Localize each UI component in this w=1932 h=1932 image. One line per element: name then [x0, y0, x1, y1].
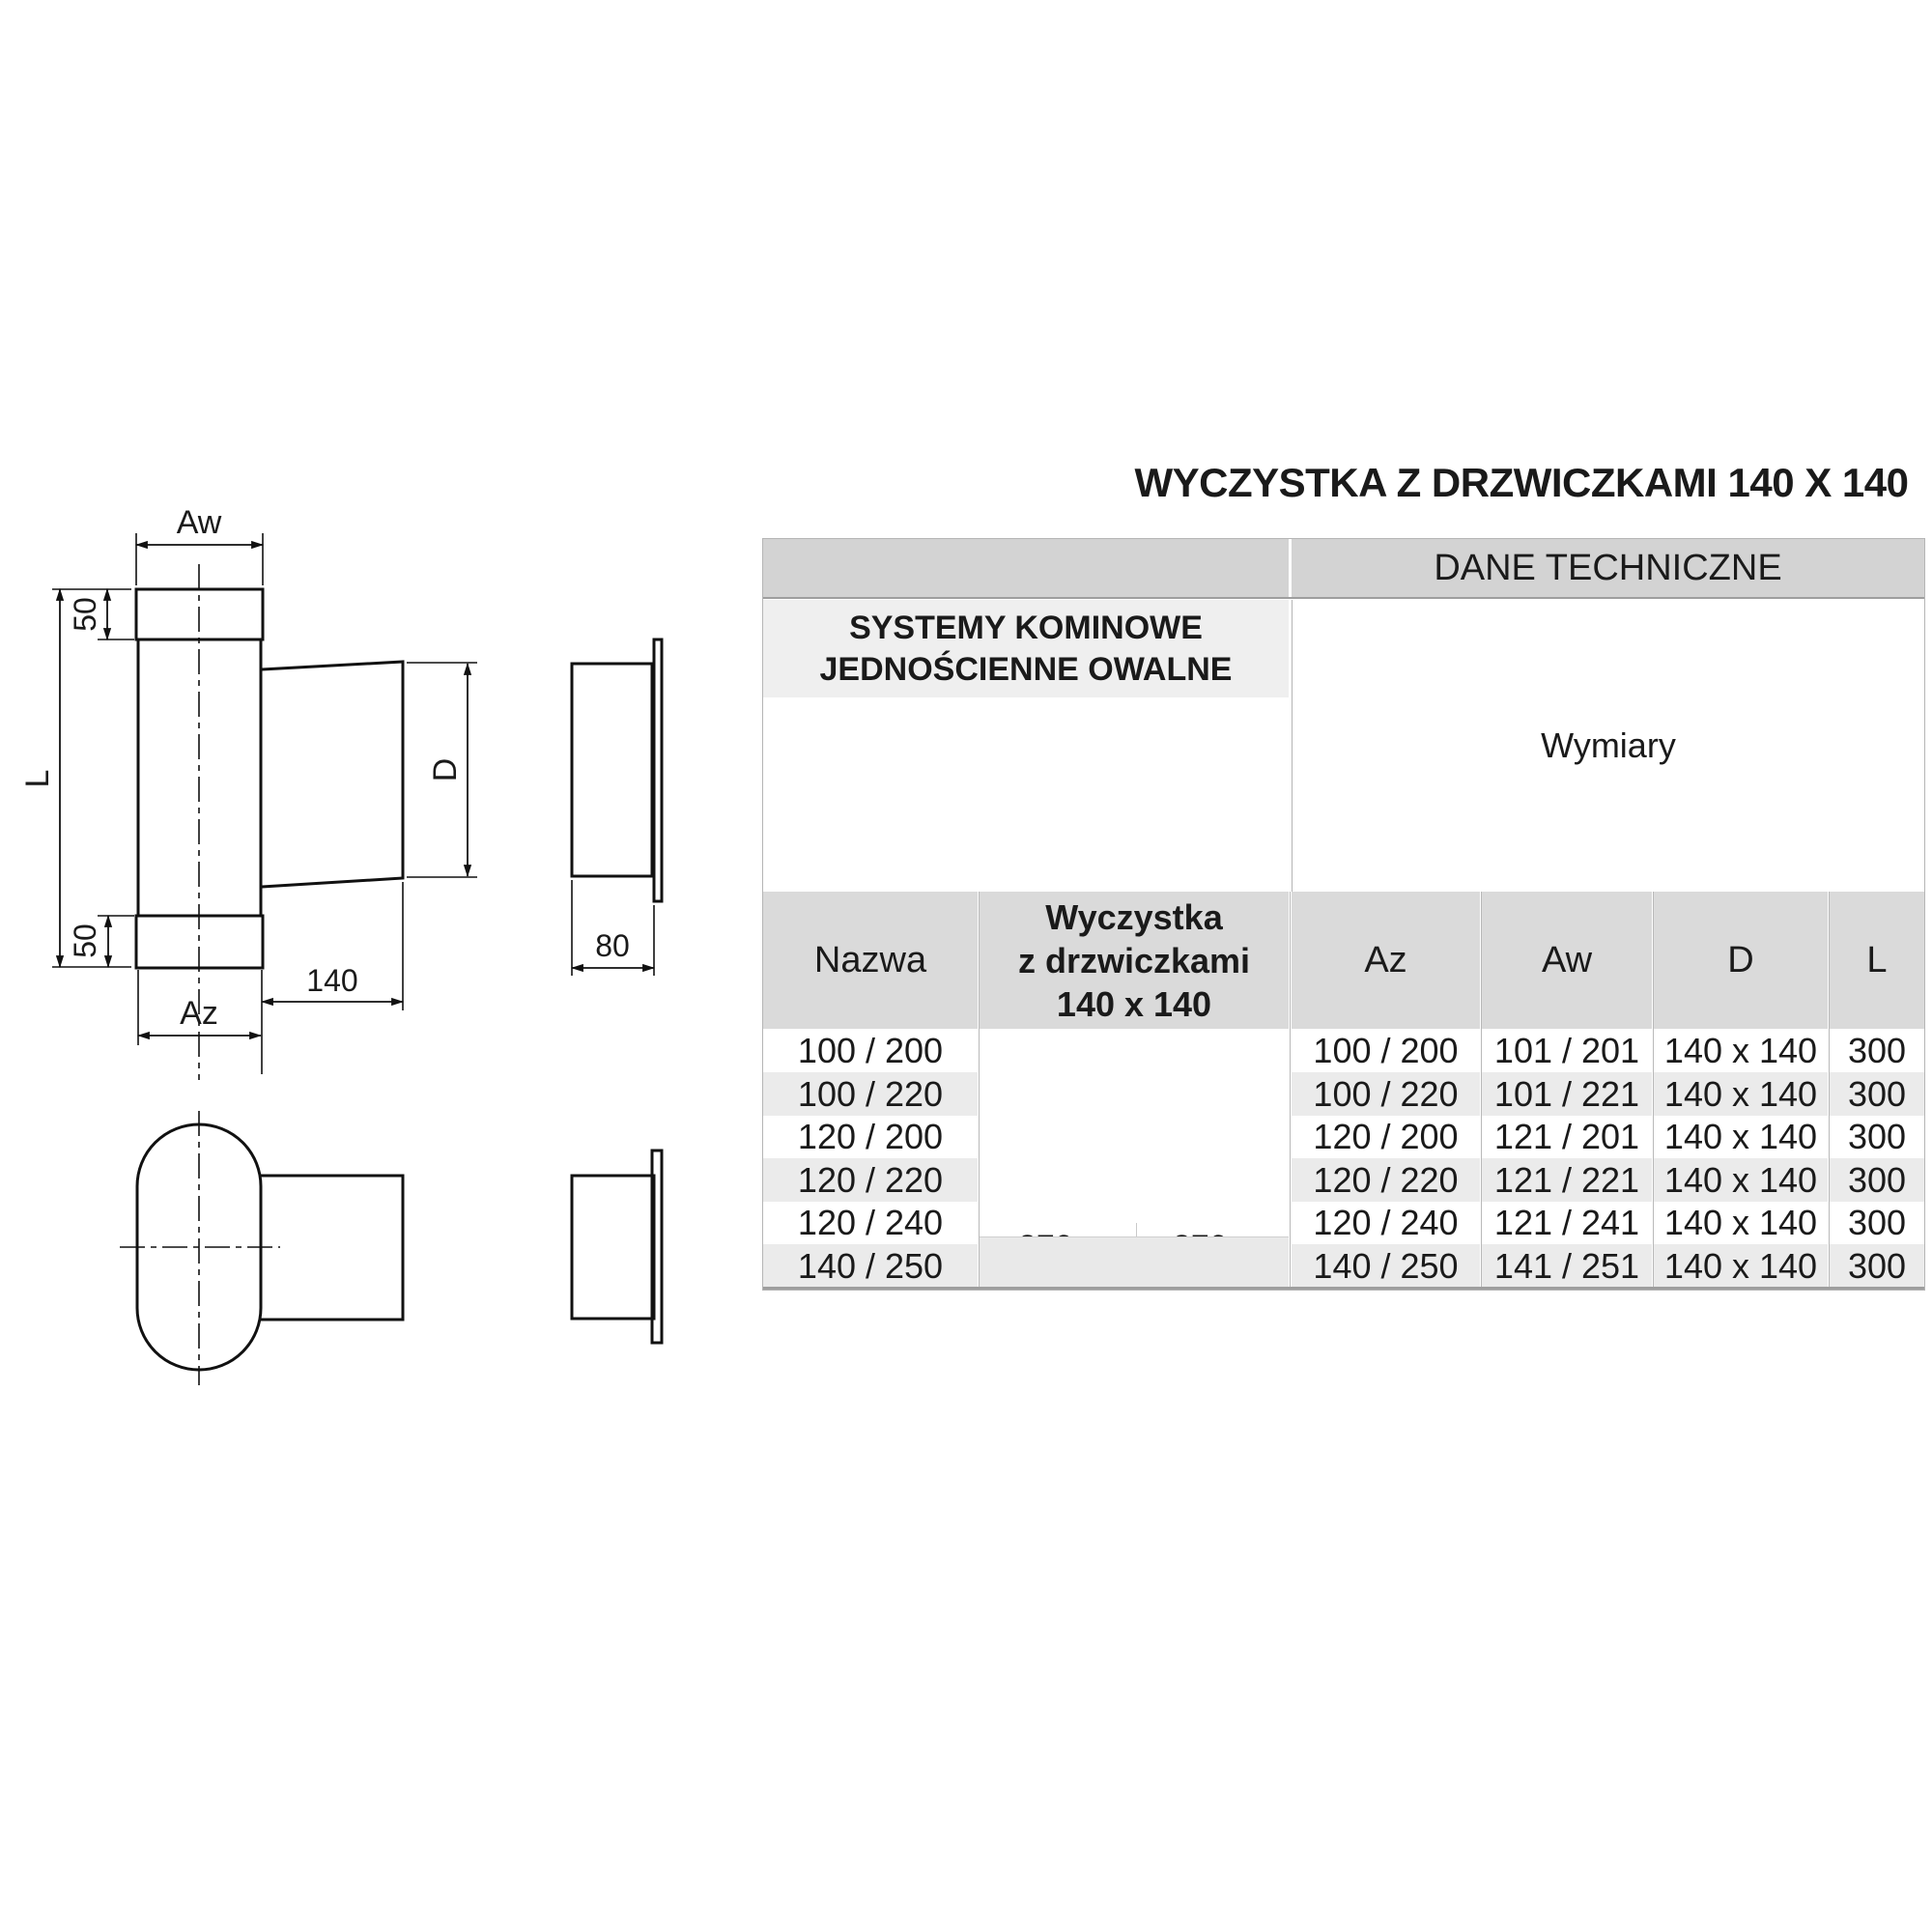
page-title: WYCZYSTKA Z DRZWICZKAMI 140 X 140 — [1134, 460, 1909, 505]
l-dim-label: L — [19, 769, 56, 788]
table-bottom-border — [763, 1287, 1924, 1290]
grid-line-vertical — [1653, 892, 1654, 1288]
product-header-line1: Wyczystka — [1045, 896, 1223, 937]
table-row-l: 300 — [1830, 1030, 1924, 1072]
table-row-az: 120 / 200 — [1292, 1116, 1480, 1158]
table-row-nazwa: 100 / 200 — [763, 1030, 978, 1072]
table-row-d: 140 x 140 — [1654, 1158, 1828, 1202]
table-row-aw: 121 / 221 — [1482, 1158, 1652, 1202]
col-header-aw: Aw — [1482, 892, 1652, 1029]
door-frame-side-shape — [572, 664, 652, 876]
table-row-aw: 101 / 201 — [1482, 1030, 1652, 1072]
side-view — [572, 639, 662, 976]
header-empty-cell — [763, 539, 1289, 597]
table-row-az: 100 / 220 — [1292, 1072, 1480, 1116]
system-name-cell — [763, 600, 1289, 697]
col-header-az: Az — [1292, 892, 1480, 1029]
grid-line-vertical — [979, 892, 980, 1288]
top-view — [120, 1111, 403, 1385]
aw-dim-label: Aw — [176, 504, 222, 541]
door-plate-bottom-shape — [652, 1151, 662, 1343]
table-row-aw: 121 / 241 — [1482, 1202, 1652, 1244]
table-row-az: 100 / 200 — [1292, 1030, 1480, 1072]
merged-product-cell — [980, 1030, 1289, 1288]
door-plate-side-shape — [654, 639, 662, 901]
table-row-nazwa: 120 / 240 — [763, 1202, 978, 1244]
d-dim-label: D — [427, 757, 464, 782]
col-header-d: D — [1654, 892, 1828, 1029]
grid-line-vertical — [1829, 892, 1830, 1288]
eighty-dim-label: 80 — [595, 928, 630, 963]
table-row-d: 140 x 140 — [1654, 1030, 1828, 1072]
clipped-fragment-mask — [980, 1236, 1289, 1288]
table-row-nazwa: 140 / 250 — [763, 1244, 978, 1288]
table-row-d: 140 x 140 — [1654, 1202, 1828, 1244]
table-row-aw: 101 / 221 — [1482, 1072, 1652, 1116]
grid-line-vertical — [1481, 892, 1482, 1288]
table-row-l: 300 — [1830, 1202, 1924, 1244]
header-dane-techniczne: DANE TECHNICZNE — [1292, 539, 1924, 597]
table-row-d: 140 x 140 — [1654, 1116, 1828, 1158]
door-frame-bottom-shape — [572, 1176, 654, 1319]
one-forty-dim-label: 140 — [306, 963, 358, 998]
system-name-line2: JEDNOŚCIENNE OWALNE — [819, 650, 1233, 688]
table-row-nazwa: 120 / 220 — [763, 1158, 978, 1202]
col-header-product — [980, 892, 1289, 1029]
table-row-l: 300 — [1830, 1158, 1924, 1202]
table-row-nazwa: 120 / 200 — [763, 1116, 978, 1158]
table-row-az: 120 / 220 — [1292, 1158, 1480, 1202]
outlet-top-view-shape — [260, 1176, 403, 1320]
table-row-aw: 121 / 201 — [1482, 1116, 1652, 1158]
table-row-nazwa: 100 / 220 — [763, 1072, 978, 1116]
product-header-line3: 140 x 140 — [1056, 983, 1212, 1024]
grid-line-vertical — [1290, 892, 1291, 1288]
technical-drawing — [0, 0, 734, 1604]
front-view — [19, 504, 477, 1080]
side-view-bottom — [572, 1151, 662, 1343]
table-row-az: 140 / 250 — [1292, 1244, 1480, 1288]
table-row-l: 300 — [1830, 1072, 1924, 1116]
wymiary-cell: Wymiary — [1292, 600, 1924, 892]
fifty-top-dim-label: 50 — [68, 597, 102, 632]
table-row-l: 300 — [1830, 1244, 1924, 1288]
spec-table — [763, 539, 1924, 1290]
table-row-d: 140 x 140 — [1654, 1072, 1828, 1116]
col-header-l: L — [1830, 892, 1924, 1029]
side-outlet-shape — [262, 662, 403, 887]
empty-white-cell — [763, 697, 1289, 892]
product-header-line2: z drzwiczkami — [1017, 940, 1251, 980]
system-name-line1: SYSTEMY KOMINOWE — [849, 610, 1203, 646]
az-dim-label: Az — [180, 995, 218, 1032]
col-header-nazwa: Nazwa — [763, 892, 978, 1029]
table-row-aw: 141 / 251 — [1482, 1244, 1652, 1288]
table-row-l: 300 — [1830, 1116, 1924, 1158]
fifty-bottom-dim-label: 50 — [68, 923, 102, 958]
table-row-d: 140 x 140 — [1654, 1244, 1828, 1288]
table-row-az: 120 / 240 — [1292, 1202, 1480, 1244]
